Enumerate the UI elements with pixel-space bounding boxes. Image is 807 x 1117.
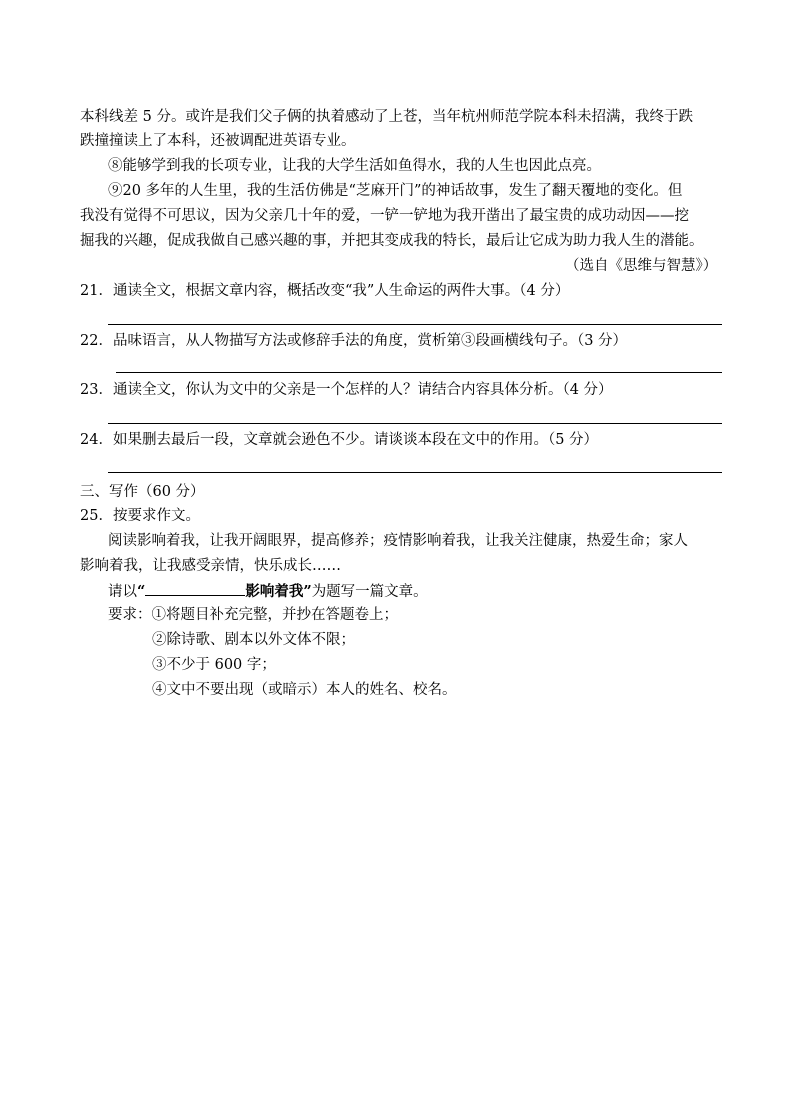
prompt-line: 阅读影响着我，让我开阔眼界，提高修养；疫情影响着我，让我关注健康，热爱生命；家人 (108, 533, 688, 549)
question-21: 21．通读全文，根据文章内容，概括改变“我”人生命运的两件大事。（4 分） (80, 283, 570, 299)
answer-line (108, 324, 722, 325)
question-25: 25．按要求作文。 (80, 508, 200, 524)
title-suffix: 影响着我” (245, 583, 312, 600)
question-23: 23．通读全文，你认为文中的父亲是一个怎样的人？请结合内容具体分析。（4 分） (80, 382, 613, 398)
title-blank (145, 581, 245, 596)
requirement-2: ②除诗歌、剧本以外文体不限； (152, 632, 355, 648)
req-label: 要求： (108, 607, 152, 623)
title-after: 为题写一篇文章。 (311, 584, 428, 600)
title-open-quote: “ (137, 583, 146, 600)
passage-line: 掘我的兴趣，促成我做自己感兴趣的事，并把其变成我的特长，最后让它成为助力我人生的潜能。 (80, 233, 704, 249)
prompt-line: 影响着我，让我感受亲情，快乐成长…… (80, 558, 341, 574)
passage-line: 跌撞撞读上了本科，还被调配进英语专业。 (80, 133, 356, 149)
source-citation: （选自《思维与智慧》） (565, 258, 718, 274)
title-instruction (108, 581, 428, 601)
answer-line (108, 472, 722, 473)
paragraph-8: ⑧能够学到我的长项专业，让我的大学生活如鱼得水，我的人生也因此点亮。 (108, 158, 601, 174)
paragraph-9: ⑨20 多年的人生里，我的生活仿佛是“芝麻开门”的神话故事，发生了翻天覆地的变化。但 (108, 183, 683, 199)
requirement-1: ①将题目补充完整，并抄在答题卷上； (151, 607, 398, 623)
answer-line (116, 372, 722, 373)
answer-line (108, 423, 722, 424)
requirement-3: ③不少于 600 字； (152, 657, 276, 673)
passage-line: 本科线差 5 分。或许是我们父子俩的执着感动了上苍，当年杭州师范学院本科未招满，我终于跌 (80, 109, 693, 125)
requirement-4: ④文中不要出现（或暗示）本人的姓名、校名。 (152, 682, 457, 698)
question-22: 22．品味语言，从人物描写方法或修辞手法的角度，赏析第③段画横线句子。（3 分） (80, 333, 628, 349)
title-prefix: 请以 (108, 584, 137, 600)
passage-line: 我没有觉得不可思议，因为父亲几十年的爱，一铲一铲地为我开凿出了最宝贵的成功动因——挖 (80, 208, 689, 224)
section-heading: 三、写作（60 分） (80, 484, 205, 500)
question-24: 24．如果删去最后一段，文章就会逊色不少。请谈谈本段在文中的作用。（5 分） (80, 432, 599, 448)
requirements-label (108, 606, 398, 624)
